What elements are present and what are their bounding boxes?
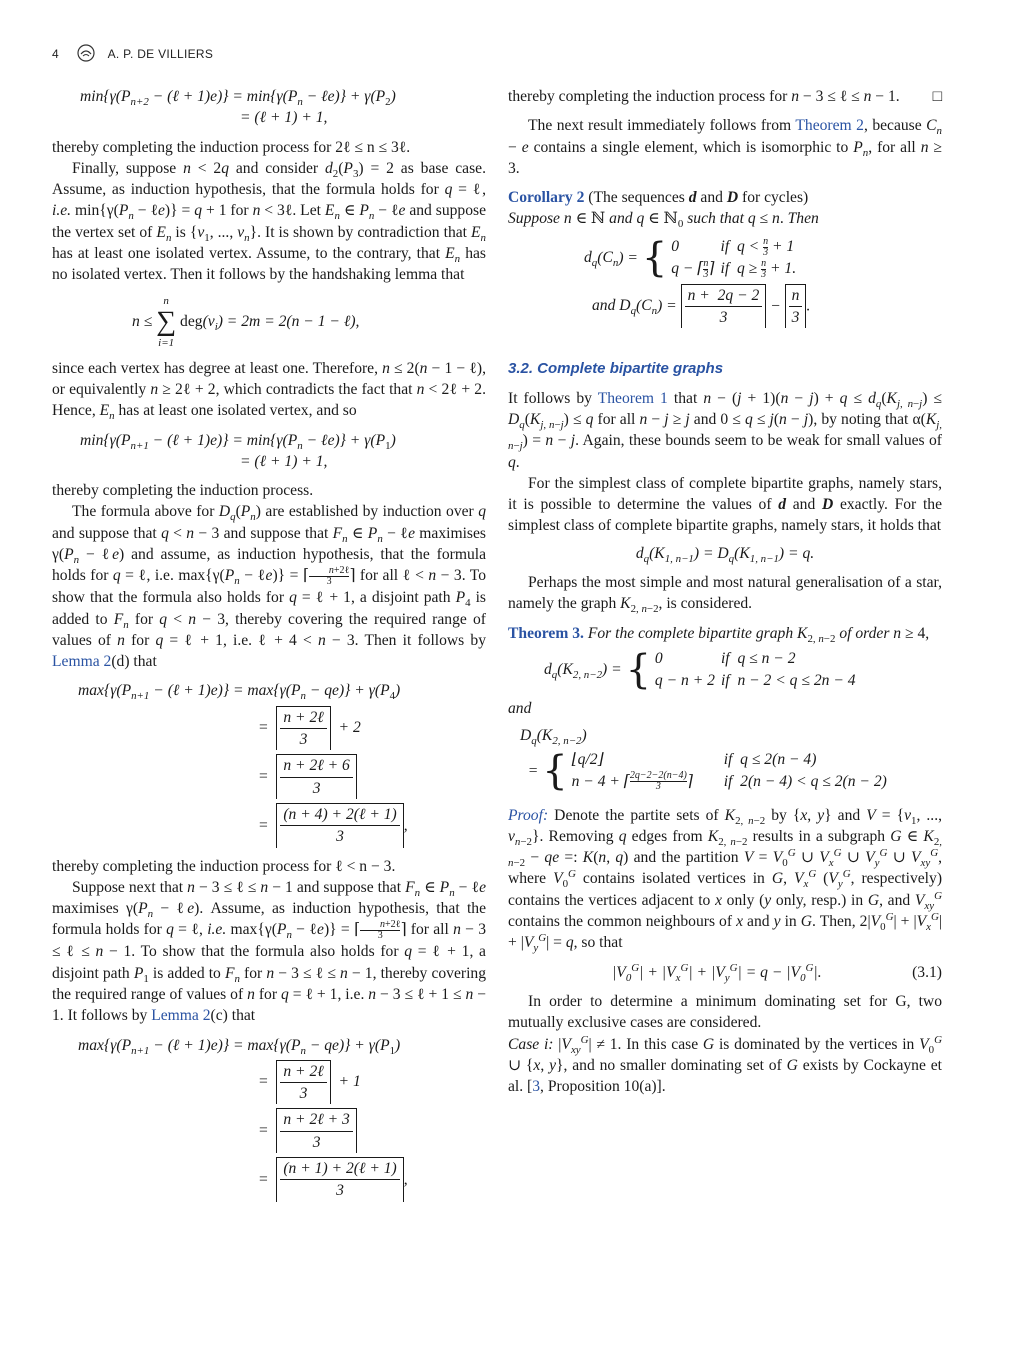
lemma-2-link[interactable]: Lemma 2 — [151, 1007, 211, 1025]
equation-max-p1: $\max\{\gamma(P_{n+1}$ − (ℓ + $1)e)\} = \max\{\gamma(P_n - qe)\} + \gamma(P_1)$ = $\frac{\text{n + 2ℓ}}{3}$ + 1 = $\frac{\text{n + 2ℓ + 3}}{3}$ = $\frac{\text{(n + 1) + 2(ℓ + 1)}}{3}$ , — [52, 1035, 486, 1202]
paragraph: thereby completing the induction process for 2ℓ ≤ n ≤ 3ℓ. — [52, 138, 411, 156]
theorem-2-link[interactable]: Theorem 2 — [795, 117, 864, 135]
lemma-2-link[interactable]: Lemma 2 — [52, 653, 112, 671]
equation-min-p1: $\min\{\gamma(P_{n+1}$ − (ℓ + $1)e)\} = \min\{\gamma(P_n$ − ℓe)} + $\gamma(P_1)$ = (ℓ + 1) + 1, — [80, 431, 396, 470]
qed-box-icon: □ — [932, 88, 942, 105]
paragraph: Perhaps the most simple and most natural generalisation of a star, namely the graph $K_{2, n-2}$, is considered. — [508, 574, 942, 616]
paragraph: The next result immediately follows from Theorem 2, because $C_n - e$ contains a single element, which is isomorphic to $P_n$, for all n ≥ 3. — [508, 117, 942, 177]
journal-logo-icon — [77, 44, 95, 65]
case-paragraph: Case i: $|V_{xy}^G| \ne 1$. In this case G is dominated by the vertices in $V_0^G$ ∪ {x, y}, and no smaller dominating set of G exists by Cockayne et al. [3, Proposition 10(a)]. — [508, 1033, 942, 1096]
paragraph: thereby completing the induction process for n − 3 ≤ ℓ ≤ n − 1. □ — [508, 86, 942, 107]
theorem-label: Theorem 3. — [508, 624, 584, 642]
proof-paragraph: Proof: Denote the partite sets of $K_{2, n-2}$ by {x, y} and $V = \{v_1$, ..., $v_{n-2}$}. Removing q edges from $K_{2, n-2}$ results in a subgraph G ∈ $K_{2, n-2}$ − qe =: K(n, q) and the partition $V = V_0^G$ ∪ $V_x^G$ ∪ $V_y^G$ ∪ $V_{xy}^G$, where $V_0^G$ contains isolated vertices in G, $V_x^G$ ($V_y^G$, respectively) contains the vertices adjacent to x only (y only, resp.) in G, and $V_{xy}^G$ contains the common neighbours of x and y in G. Then, $2|V_0^G| + |V_x^G| + |V_y^G| = q$, so that — [508, 806, 943, 955]
equation-cycle-D: and $D_q(C_n)$ = $\frac{n + 2q - 2}{3}$ − $\frac{n}{3}$ . — [508, 284, 942, 329]
paragraph: thereby completing the induction process. — [52, 482, 314, 500]
equation-star: $d_q(K_{1, n-1}) = D_q(K_{1, n-1}) = q$. — [635, 544, 815, 565]
left-column — [52, 86, 486, 1202]
and-label: and — [508, 699, 532, 717]
corollary-heading: Corollary 2 (The sequences d and D for cycles) — [508, 189, 809, 207]
section-heading: 3.2. Complete bipartite graphs — [508, 360, 724, 378]
page-number: 4 — [52, 47, 59, 61]
paragraph: It follows by Theorem 1 that $n - (j + 1)(n - j) + q \le d_q(K_{j, n-j}) \le D_q(K_{j, n-j}) \le q$ for all n − j ≥ j and 0 ≤ q ≤ j(n − j), by noting that $\alpha(K_{j, n-j}) = n - j$. Again, these bounds seem to be weak for small values of q. — [508, 389, 942, 471]
equation-handshake: n ≤ n ∑ i=1 $deg(v_i) = 2m = 2(n - 1$ − ℓ), — [132, 294, 360, 349]
equation-min-p2: $\min\{\gamma(P_{n+2}$ − (ℓ + $1)e)\} = \min\{\gamma(P_n$ − ℓe)} + $\gamma(P_2)$ = (ℓ + 1) + 1, — [80, 88, 396, 127]
citation-3-link[interactable]: 3 — [532, 1078, 541, 1096]
case-label: Case i: — [508, 1035, 554, 1053]
theorem-statement: Theorem 3. For the complete bipartite graph $K_{2, n-2}$ of order n ≥ 4, — [508, 624, 930, 645]
paragraph: Finally, suppose n < 2q and consider $d_2(P_3) = 2$ as base case. Assume, as induction hypothesis, that the formula holds for q = ℓ, i.e. $\min\{\gamma(P_n$ − ℓe)} = q + 1 for n < 3ℓ. Let $E_n$ ∈ $P_n$ − ℓe and suppose the vertex set of $E_n$ is {$v_1$, ..., $v_n$}. It is shown by contradiction that $E_n$ has at least one isolated vertex. Assume, to the contrary, that $E_n$ has no isolated vertex. Then it follows by the handshaking lemma that — [52, 159, 487, 284]
equation-3-1: $|V_0^G| + |V_x^G| + |V_y^G| = q - |V_0^G|$. (3.1) — [612, 961, 942, 984]
paragraph: In order to determine a minimum dominating set for G, two mutually exclusive cases are considered. — [508, 992, 942, 1032]
author-name: A. P. DE VILLIERS — [107, 47, 214, 61]
equation-bipartite-d: $d_q(K_{2, n-2})$ = { 0 if q ≤ n − 2 q − n + 2 if n − 2 < q ≤ 2n − 4 — [544, 646, 856, 693]
theorem-1-link[interactable]: Theorem 1 — [597, 389, 668, 407]
paragraph: since each vertex has degree at least one. Therefore, n ≤ 2(n − 1 − ℓ), or equivalently n ≥ 2ℓ + 2, which contradicts the fact that n < 2ℓ + 2. Hence, $E_n$ has at least one isolated vertex, and so — [52, 359, 486, 423]
equation-cycle-d: $d_q(C_n)$ = { 0 if q < $\frac{n}{3} + 1$ q − ⌈ $\frac{n}{3}⌉$ if q ≥ $\frac{n}{3} + 1$. — [584, 234, 797, 281]
paragraph: thereby completing the induction process for ℓ < n − 3. — [52, 857, 396, 875]
equation-bipartite-D: $D_q(K_{2, n-2})$ = { ⌊q/2⌋ if q ≤ 2(n − 4) n − 4 + ⌈ $\frac{2q-2-2(n-4)}{3}⌉$ if 2(n − 4) < q ≤ 2(n − 2) — [520, 727, 887, 794]
corollary-body: Suppose n ∈ ℕ and q ∈ ℕ$_0$ such that q ≤ n. Then — [508, 210, 819, 231]
running-header — [52, 44, 213, 64]
equation-max-p4: $\max\{\gamma(P_{n+1}$ − (ℓ + $1)e)\} = \max\{\gamma(P_n - qe)\} + \gamma(P_4)$ = $\frac{\text{n + 2ℓ}}{3}$ + 2 = $\frac{\text{n + 2ℓ + 6}}{3}$ = $\frac{\text{(n + 4) + 2(ℓ + 1)}}{3}$ , — [52, 680, 486, 847]
paragraph: For the simplest class of complete bipartite graphs, namely stars, it is possible to determine the values of d and D exactly. For the simplest class of complete bipartite graphs, namely stars, it holds that — [508, 474, 943, 535]
corollary-label: Corollary 2 — [508, 189, 585, 207]
right-column — [508, 86, 942, 1097]
paragraph: Suppose next that n − 3 ≤ ℓ ≤ n − 1 and suppose that $F_n$ ∈ $P_n$ − ℓe maximises $\gamma(P_n$ − ℓe). Assume, as induction hypothesis, that the formula holds for q = ℓ, i.e. $\max\{\gamma(P_n$ − ℓe)} = ⌈ n+2ℓ 3 ⌉ for all n − 3 ≤ ℓ ≤ n − 1. To show that the formula also holds for q = ℓ + 1, a disjoint path $P_1$ is added to $F_n$ for n − 3 ≤ ℓ ≤ n − 1, thereby covering the required range of values of n for q = ℓ + 1, i.e. n − 3 ≤ ℓ + 1 ≤ n − 1. It follows by Lemma 2(c) that — [52, 878, 486, 1025]
proof-label: Proof: — [508, 806, 549, 824]
paragraph: The formula above for $D_q(P_n)$ are established by induction over q and suppose that q < n − 3 and suppose that $F_n$ ∈ $P_n$ − ℓe maximises $\gamma(P_n$ − ℓe) and assume, as induction hypothesis, that the formula holds for q = ℓ, i.e. $\max\{\gamma(P_n$ − ℓe)} = ⌈ n+2ℓ 3 ⌉ for all ℓ < n − 3. To show that the formula also holds for q = ℓ + 1, a disjoint path $P_4$ is added to $F_n$ for q < n − 3, thereby covering the required range of values of n for q = ℓ + 1, i.e. ℓ + 4 < n − 3. Then it follows by Lemma 2(d) that — [52, 503, 487, 671]
equation-number: (3.1) — [912, 963, 942, 981]
